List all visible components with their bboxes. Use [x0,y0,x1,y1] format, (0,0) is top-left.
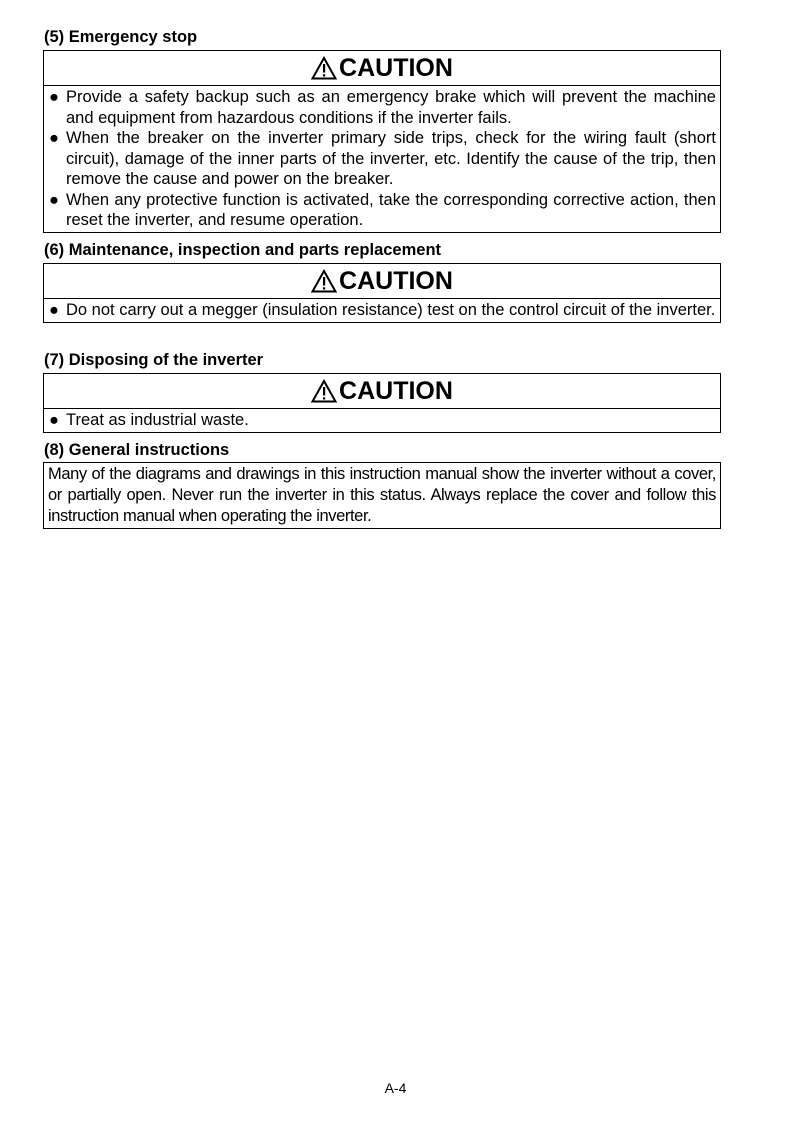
caution-header [44,374,720,409]
general-instructions-text: Many of the diagrams and drawings in this instruction manual show the inverter without a cover, or partially open. Never run the inverter in this status. Always replace the cover and follow this instruction manual when operating the inverter. [48,465,716,525]
section-heading-general: (8) General instructions [44,441,230,459]
caution-item: ● Treat as industrial waste. [49,411,249,429]
caution-item: ● When the breaker on the inverter primary side trips, check for the wiring fault (short circuit), damage of the inner parts of the inverter, etc. Identify the cause of the trip, then remove the cause and power on the breaker. [49,129,716,188]
caution-label: CAUTION [339,53,453,82]
caution-item: ● Provide a safety backup such as an emergency brake which will prevent the machine and equipment from hazardous conditions if the inverter fails. [49,88,716,127]
bullet-icon: ● [49,301,59,319]
section-heading-disposing: (7) Disposing of the inverter [44,351,264,369]
bullet-icon: ● [49,129,59,147]
warning-triangle-icon [311,379,337,403]
caution-header [44,51,720,86]
section-heading-emergency-stop: (5) Emergency stop [44,28,198,46]
section-heading-maintenance: (6) Maintenance, inspection and parts replacement [44,241,442,259]
caution-box-emergency-stop [43,50,721,233]
warning-triangle-icon [311,56,337,80]
caution-item: ● Do not carry out a megger (insulation resistance) test on the control circuit of the inverter. [49,301,716,319]
general-instructions-box [43,462,721,529]
warning-triangle-icon [311,269,337,293]
caution-item: ● When any protective function is activated, take the corresponding corrective action, then reset the inverter, and resume operation. [49,190,716,229]
caution-box-disposing [43,373,721,433]
caution-header [44,264,720,299]
caution-label: CAUTION [339,376,453,405]
bullet-icon: ● [49,411,59,429]
page-number: A-4 [384,1080,407,1096]
caution-box-maintenance [43,263,721,323]
bullet-icon: ● [49,88,59,106]
bullet-icon: ● [49,190,59,209]
caution-label: CAUTION [339,266,453,295]
